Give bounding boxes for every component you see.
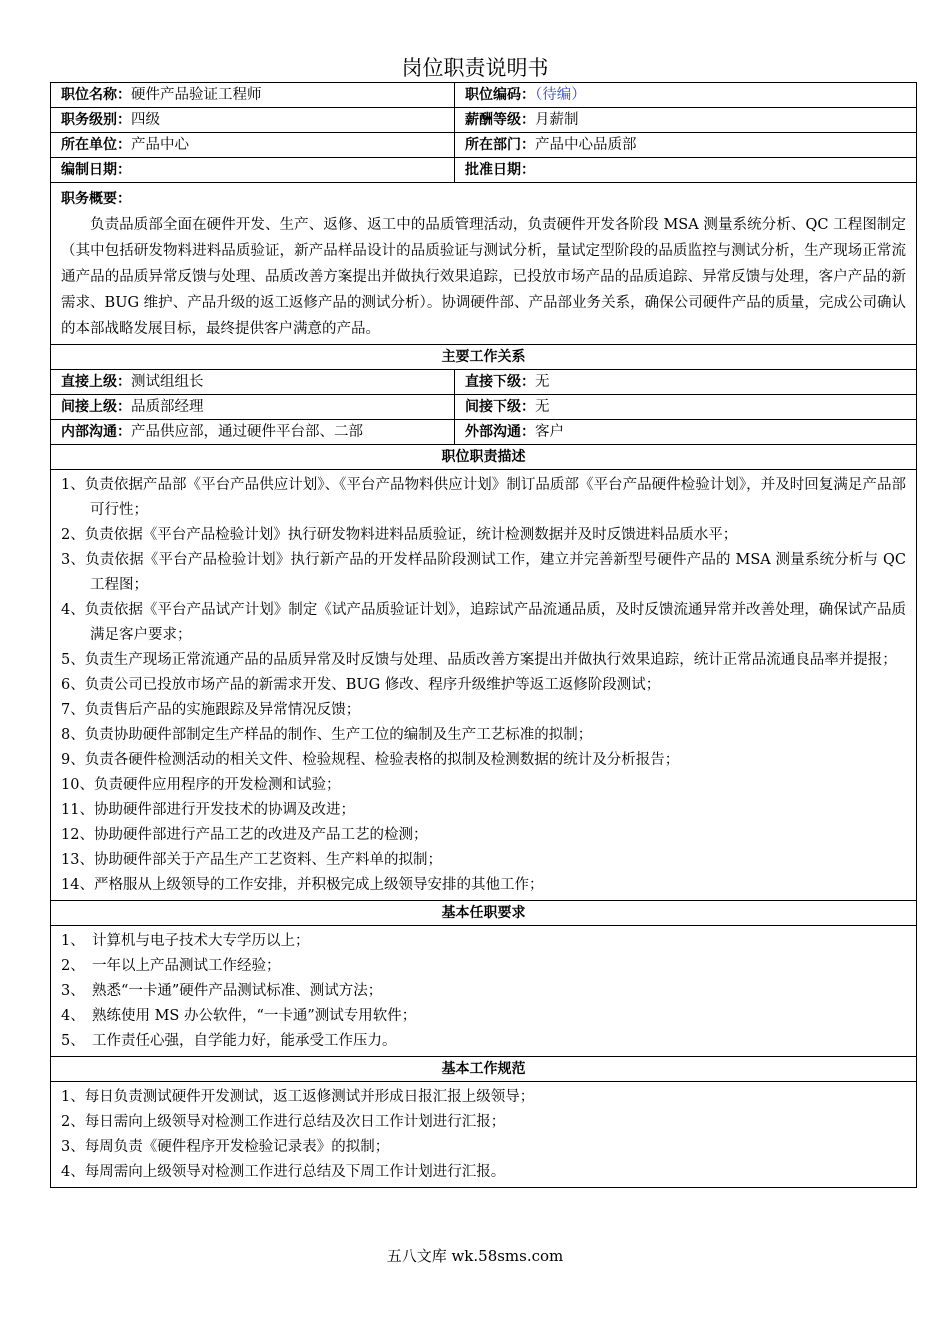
external-comm-cell xyxy=(455,420,917,445)
requirements-heading: 基本任职要求 xyxy=(51,901,917,926)
row-unit xyxy=(51,133,917,158)
requirements-list xyxy=(51,926,917,1057)
duty-item: 3、负责依据《平台产品检验计划》执行新产品的开发样品阶段测试工作，建立并完善新型号硬件产品的 MSA 测量系统分析与 QC 工程图； xyxy=(61,552,906,593)
direct-superior-value: 测试组组长 xyxy=(131,374,204,390)
salary-cell xyxy=(455,108,917,133)
department-value: 产品中心品质部 xyxy=(535,137,637,153)
row-norms xyxy=(51,1082,917,1188)
grade-label: 职务级别： xyxy=(61,112,131,128)
duty-item: 2、负责依据《平台产品检验计划》执行研发物料进料品质验证，统计检测数据并及时反馈进料品质水平； xyxy=(61,527,738,543)
duty-item: 14、严格服从上级领导的工作安排，并积极完成上级领导安排的其他工作； xyxy=(61,877,544,893)
norms-heading: 基本工作规范 xyxy=(51,1057,917,1082)
position-code-value: （待编） xyxy=(535,87,586,103)
footer-watermark: 五八文库 wk.58sms.com xyxy=(386,1247,564,1265)
salary-label: 薪酬等级： xyxy=(465,112,535,128)
duty-item: 10、负责硬件应用程序的开发检测和试验； xyxy=(61,777,341,793)
position-name-label: 职位名称： xyxy=(61,87,131,103)
duty-item: 9、负责各硬件检测活动的相关文件、检验规程、检验表格的拟制及检测数据的统计及分析报告； xyxy=(61,752,680,768)
duty-item: 11、协助硬件部进行开发技术的协调及改进； xyxy=(61,802,355,818)
duty-item: 12、协助硬件部进行产品工艺的改进及产品工艺的检测； xyxy=(61,827,428,843)
document-title: 岗位职责说明书 xyxy=(401,56,549,80)
norm-item: 3、每周负责《硬件程序开发检验记录表》的拟制； xyxy=(61,1139,390,1155)
duty-item: 4、负责依据《平台产品试产计划》制定《试产品质验证计划》，追踪试产品流通品质，及时反馈流通异常并改善处理，确保试产品质满足客户要求； xyxy=(61,602,906,643)
row-duties-heading xyxy=(51,445,917,470)
indirect-superior-value: 品质部经理 xyxy=(131,399,204,415)
direct-superior-label: 直接上级： xyxy=(61,374,131,390)
row-direct xyxy=(51,370,917,395)
approve-date-cell xyxy=(455,158,917,183)
internal-comm-cell xyxy=(51,420,455,445)
unit-label: 所在单位： xyxy=(61,137,131,153)
direct-subordinate-label: 直接下级： xyxy=(465,374,535,390)
indirect-subordinate-cell xyxy=(455,395,917,420)
row-position xyxy=(51,83,917,108)
norm-item: 4、每周需向上级领导对检测工作进行总结及下周工作计划进行汇报。 xyxy=(61,1164,506,1180)
direct-subordinate-value: 无 xyxy=(535,374,550,390)
row-requirements xyxy=(51,926,917,1057)
department-cell xyxy=(455,133,917,158)
position-code-cell xyxy=(455,83,917,108)
grade-cell xyxy=(51,108,455,133)
unit-value: 产品中心 xyxy=(131,137,189,153)
duty-item: 13、协助硬件部关于产品生产工艺资料、生产料单的拟制； xyxy=(61,852,442,868)
requirement-item: 1、 计算机与电子技术大专学历以上； xyxy=(61,933,310,949)
salary-value: 月薪制 xyxy=(535,112,579,128)
grade-value: 四级 xyxy=(131,112,160,128)
row-dates xyxy=(51,158,917,183)
duties-heading: 职位职责描述 xyxy=(51,445,917,470)
approve-date-label: 批准日期： xyxy=(465,162,535,178)
row-summary xyxy=(51,183,917,345)
indirect-superior-label: 间接上级： xyxy=(61,399,131,415)
indirect-subordinate-label: 间接下级： xyxy=(465,399,535,415)
norm-item: 1、每日负责测试硬件开发测试，返工返修测试并形成日报汇报上级领导； xyxy=(61,1089,535,1105)
duty-item: 7、负责售后产品的实施跟踪及异常情况反馈； xyxy=(61,702,361,718)
duty-item: 5、负责生产现场正常流通产品的品质异常及时反馈与处理、品质改善方案提出并做执行效果追踪，统计正常品流通良品率并提报； xyxy=(61,652,897,668)
external-comm-label: 外部沟通： xyxy=(465,424,535,440)
department-label: 所在部门： xyxy=(465,137,535,153)
duty-item: 6、负责公司已投放市场产品的新需求开发、BUG 修改、程序升级维护等返工返修阶段测试； xyxy=(61,677,661,693)
row-norms-heading xyxy=(51,1057,917,1082)
job-description-table xyxy=(50,82,917,1188)
requirement-item: 4、 熟练使用 MS 办公软件，“一卡通”测试专用软件； xyxy=(61,1008,417,1024)
duty-item: 1、负责依据产品部《平台产品供应计划》、《平台产品物料供应计划》制订品质部《平台产品硬件检验计划》，并及时回复满足产品部可行性； xyxy=(61,477,906,518)
requirement-item: 3、 熟悉“一卡通”硬件产品测试标准、测试方法； xyxy=(61,983,383,999)
row-communication xyxy=(51,420,917,445)
indirect-subordinate-value: 无 xyxy=(535,399,550,415)
row-duties xyxy=(51,470,917,901)
compile-date-label: 编制日期： xyxy=(61,162,131,178)
duty-item: 8、负责协助硬件部制定生产样品的制作、生产工位的编制及生产工艺标准的拟制； xyxy=(61,727,593,743)
position-name-value: 硬件产品验证工程师 xyxy=(131,87,262,103)
summary-cell xyxy=(51,183,917,345)
internal-comm-label: 内部沟通： xyxy=(61,424,131,440)
norm-item: 2、每日需向上级领导对检测工作进行总结及次日工作计划进行汇报； xyxy=(61,1114,506,1130)
row-grade xyxy=(51,108,917,133)
row-indirect xyxy=(51,395,917,420)
external-comm-value: 客户 xyxy=(535,424,564,440)
duties-list xyxy=(51,470,917,901)
requirement-item: 2、 一年以上产品测试工作经验； xyxy=(61,958,281,974)
direct-subordinate-cell xyxy=(455,370,917,395)
row-requirements-heading xyxy=(51,901,917,926)
internal-comm-value: 产品供应部，通过硬件平台部、二部 xyxy=(131,424,363,440)
requirement-item: 5、 工作责任心强，自学能力好，能承受工作压力。 xyxy=(61,1033,397,1049)
row-relations-heading xyxy=(51,345,917,370)
position-name-cell xyxy=(51,83,455,108)
summary-label: 职务概要： xyxy=(61,191,131,207)
indirect-superior-cell xyxy=(51,395,455,420)
norms-list xyxy=(51,1082,917,1188)
summary-text: 负责品质部全面在硬件开发、生产、返修、返工中的品质管理活动，负责硬件开发各阶段 MSA 测量系统分析、QC 工程图制定（其中包括研发物料进料品质验证，新产品样品设计的品质验证与测试分析，量试定型阶段的品质监控与测试分析，生产现场正常流通产品的品质异常反馈与处理、品质改善方案提出并做执行效果追踪，已投放市场产品的品质追踪、异常反馈与处理，客户产品的新需求、BUG 维护、产品升级的返工返修产品的测试分析）。协调硬件部、产品部业务关系，确保公司硬件产品的质量，完成公司确认的本部战略发展目标，最终提供客户满意的产品。 xyxy=(61,217,906,337)
compile-date-cell xyxy=(51,158,455,183)
unit-cell xyxy=(51,133,455,158)
position-code-label: 职位编码： xyxy=(465,87,535,103)
relations-heading: 主要工作关系 xyxy=(51,345,917,370)
direct-superior-cell xyxy=(51,370,455,395)
